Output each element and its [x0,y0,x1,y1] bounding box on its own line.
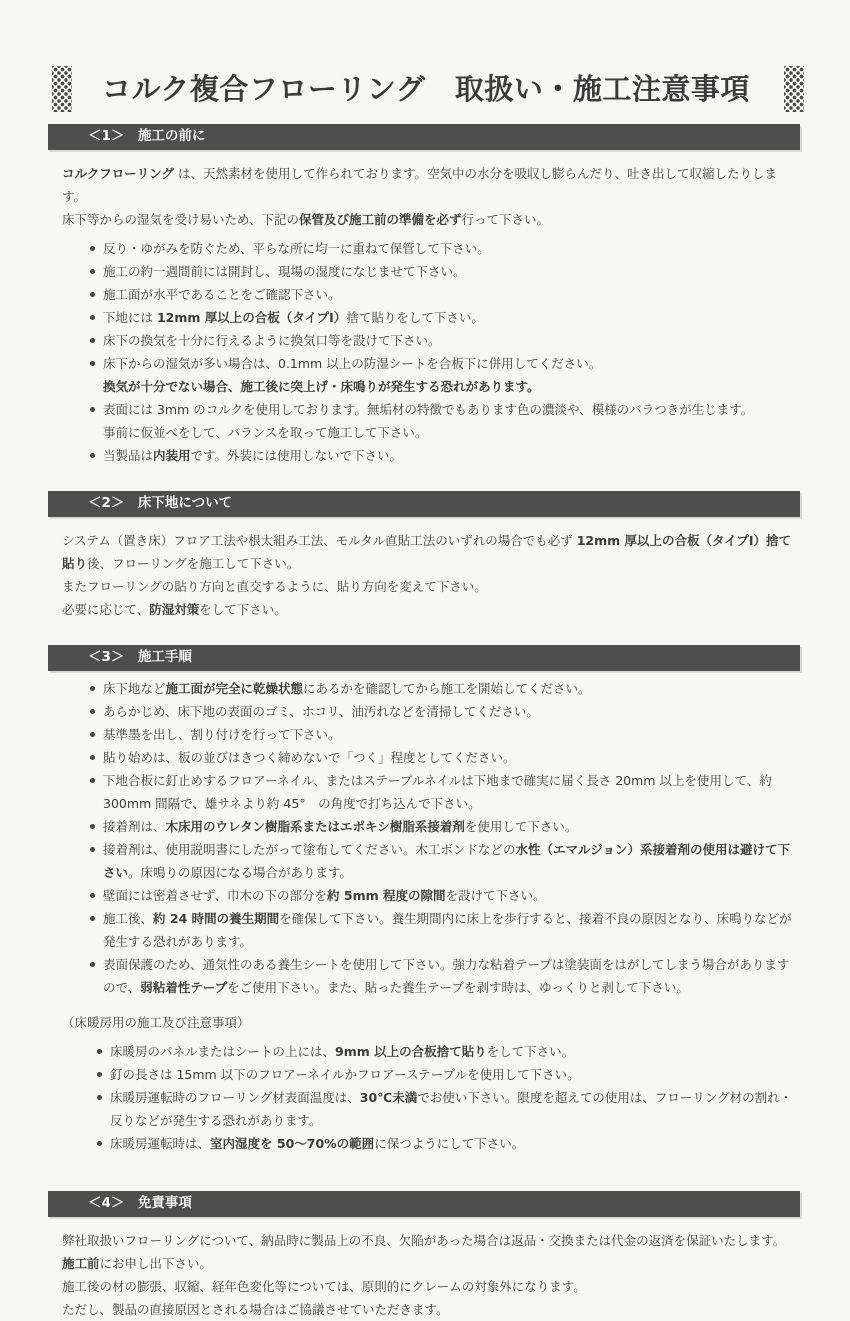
emphasized-text: 防湿対策 [149,602,200,617]
body-text: （床暖房用の施工及び注意事項） [62,1015,250,1030]
sections-container [0,124,850,1321]
body-text: 基準墨を出し、割り付けを行って下さい。 [103,727,341,742]
text-line [103,444,800,467]
body-text: 施工後、 [103,911,154,926]
text-line [62,1229,794,1252]
bullet-item [48,237,800,260]
text-line [103,815,800,838]
text-line [103,283,800,306]
text-line [103,746,800,769]
body-text: 床暖房運転時のフローリング材表面温度は、 [110,1090,360,1105]
emphasized-text: 弱粘着性テープ [140,980,228,995]
body-text: 床下等からの湿気を受け易いため、下記の [62,212,300,227]
text-line [103,907,800,953]
bullet-item [48,769,800,815]
body-text: 事前に仮並べをして、バランスを取って施工して下さい。 [103,425,428,440]
body-text: を使用して下さい。 [464,819,578,834]
body-text: 床暖房のパネルまたはシートの上には、 [110,1044,336,1059]
subsection-note [62,1011,794,1034]
halftone-ornament-left-icon [52,66,72,112]
section-heading-bar: ＜3＞ 施工手順 [48,645,800,671]
text-line [103,375,800,398]
emphasized-text: 約 5mm 程度の隙間 [327,888,446,903]
text-line [62,598,794,621]
bullet-item [48,352,800,398]
bullet-item [48,884,800,907]
text-line [103,884,800,907]
text-line [62,575,794,598]
text-line [103,677,800,700]
body-text: を確保して下さい。養生期間内に床上を歩行すると、接着不良の原因となり、床鳴りなどが発生する恐れがあります。 [103,911,792,949]
text-line [110,1132,800,1155]
text-line [103,260,800,283]
emphasized-text: コルクフローリング [62,166,175,181]
body-text: 接着剤は、 [103,819,166,834]
bullet-list [48,237,800,467]
text-line [103,398,800,421]
section-2 [48,491,800,621]
body-text: 貼り始めは、板の並びはきつく締めないで「つく」程度としてください。 [103,750,516,765]
text-line [62,162,794,208]
body-text: 接着剤は、使用説明書にしたがって塗布してください。木工ボンドなどの [103,842,516,857]
body-text: をして下さい。 [486,1044,575,1059]
text-line [62,1275,794,1298]
section-heading-bar: ＜4＞ 免責事項 [48,1191,800,1217]
emphasized-text: 水性（エマルジョン）系接着剤の使用は避けて下さい [103,842,790,880]
section-3 [48,645,800,1155]
body-text: に保つようにして下さい。 [374,1136,525,1151]
bullet-list [48,1040,800,1155]
document-header [52,66,804,112]
emphasized-text: 内装用 [153,448,191,463]
emphasized-text: 室内湿度を 50～70%の範囲 [210,1136,375,1151]
paragraph [62,529,794,621]
text-line [62,208,794,231]
body-text: です。外装には使用しないで下さい。 [190,448,403,463]
body-text: を設けて下さい。 [445,888,546,903]
text-line [110,1063,800,1086]
body-text: をご使用下さい。また、貼った養生テープを剥す時は、ゆっくりと剥して下さい。 [227,980,689,995]
body-text: 当製品は [103,448,154,463]
text-line [62,529,794,575]
bullet-item [48,815,800,838]
body-text: 行って下さい。 [461,212,550,227]
body-text: 表面には 3mm のコルクを使用しております。無垢材の特徴でもあります色の濃淡や、模様のバラつきが生じます。 [103,402,754,417]
section-heading-bar: ＜2＞ 床下地について [48,491,800,517]
text-line [110,1040,800,1063]
body-text: またフローリングの貼り方向と直交するように、貼り方向を変えて下さい。 [62,579,487,594]
bullet-item [48,398,800,444]
text-line [103,421,800,444]
text-line [62,1011,794,1034]
text-line [103,306,800,329]
body-text: でお使い下さい。限度を超えての使用は、フローリング材の割れ・反りなどが発生する恐れがあります。 [110,1090,793,1128]
body-text: 反り・ゆがみを防ぐため、平らな所に均一に重ねて保管して下さい。 [103,241,490,256]
body-text: をして下さい。 [199,602,287,617]
emphasized-text: 30℃未満 [359,1090,418,1105]
emphasized-text: 保管及び施工前の準備を必ず [299,212,462,227]
text-line [103,329,800,352]
document-page [0,66,850,1317]
bullet-item [48,283,800,306]
bullet-item [48,1040,800,1063]
section-4 [48,1191,800,1321]
body-text: は、天然素材を使用して作られております。空気中の水分を吸収し膨らんだり、吐き出して収縮したりします。 [62,166,777,204]
body-text: 壁面には密着させず、巾木の下の部分を [103,888,328,903]
text-line [103,352,800,375]
emphasized-text: 12mm 厚以上の合板（タイプI）捨て貼り [62,533,792,571]
bullet-item [48,1086,800,1132]
section-heading-bar: ＜1＞ 施工の前に [48,124,800,150]
body-text: 床暖房運転時は、 [110,1136,211,1151]
bullet-item [48,306,800,329]
page-title: コルク複合フローリング 取扱い・施工注意事項 [102,72,750,106]
body-text: 捨て貼りをして下さい。 [346,310,484,325]
bullet-item [48,907,800,953]
bullet-item [48,260,800,283]
bullet-item [48,723,800,746]
section-1 [48,124,800,467]
body-text: 下地には [103,310,157,325]
bullet-item [48,1132,800,1155]
bullet-item [48,746,800,769]
body-text: 必要に応じて、 [62,602,150,617]
body-text: 下地合板に釘止めするフロアーネイル、またはステープルネイルは下地まで確実に届く長さ 20mm 以上を使用して、約 300mm 間隔で、雄サネより約 45° の角度で打ち込んで下さい。 [103,773,772,811]
text-line [103,700,800,723]
emphasized-text: 約 24 時間の養生期間 [153,911,280,926]
bullet-list [48,677,800,999]
emphasized-text: 12mm 厚以上の合板（タイプI） [156,310,347,325]
body-text: 後、フローリングを施工して下さい。 [87,556,300,571]
emphasized-text: 換気が十分でない場合、施工後に突上げ・床鳴りが発生する恐れがあります。 [103,379,540,394]
body-text: 表面保護のため、通気性のある養生シートを使用して下さい。強力な粘着テープは塗装面をはがしてしまう場合がありますので、 [103,957,790,995]
paragraph [62,1229,794,1321]
text-line [62,1298,794,1321]
text-line [103,953,800,999]
bullet-item [48,444,800,467]
body-text: あらかじめ、床下地の表面のゴミ、ホコリ、油汚れなどを清掃してください。 [103,704,539,719]
bullet-item [48,953,800,999]
emphasized-text: 施工前 [62,1256,100,1271]
bullet-item [48,700,800,723]
halftone-ornament-right-icon [784,66,804,112]
bullet-item [48,677,800,700]
body-text: 釘の長さは 15mm 以下のフロアーネイルかフロアーステープルを使用して下さい。 [110,1067,580,1082]
emphasized-text: 施工面が完全に乾燥状態 [165,681,304,696]
body-text: 施工の約一週間前には開封し、現場の湿度になじませて下さい。 [103,264,466,279]
body-text: 施工後の材の膨張、収縮、経年色変化等については、原則的にクレームの対象外になります。 [62,1279,586,1294]
text-line [103,838,800,884]
body-text: 床下地など [103,681,166,696]
bullet-item [48,329,800,352]
body-text: 床下の換気を十分に行えるように換気口等を設けて下さい。 [103,333,441,348]
body-text: 弊社取扱いフローリングについて、納品時に製品上の不良、欠陥があった場合は返品・交換または代金の返済を保証いたします。 [62,1233,786,1248]
body-text: にお申し出下さい。 [99,1256,213,1271]
text-line [103,723,800,746]
body-text: 施工面が水平であることをご確認下さい。 [103,287,341,302]
body-text: にあるかを確認してから施工を開始してください。 [303,681,591,696]
body-text: 床下からの湿気が多い場合は、0.1mm 以上の防湿シートを合板下に併用してください。 [103,356,602,371]
emphasized-text: 木床用のウレタン樹脂系またはエポキシ樹脂系接着剤 [165,819,465,834]
emphasized-text: 9mm 以上の合板捨て貼り [335,1044,487,1059]
paragraph [62,162,794,231]
body-text: 。床鳴りの原因になる場合があります。 [128,865,353,880]
body-text: ただし、製品の直接原因とされる場合はご協議させていただきます。 [62,1302,449,1317]
text-line [103,769,800,815]
text-line [62,1252,794,1275]
body-text: システム（置き床）フロア工法や根太組み工法、モルタル直貼工法のいずれの場合でも必ず [62,533,577,548]
text-line [110,1086,800,1132]
text-line [103,237,800,260]
bullet-item [48,838,800,884]
bullet-item [48,1063,800,1086]
